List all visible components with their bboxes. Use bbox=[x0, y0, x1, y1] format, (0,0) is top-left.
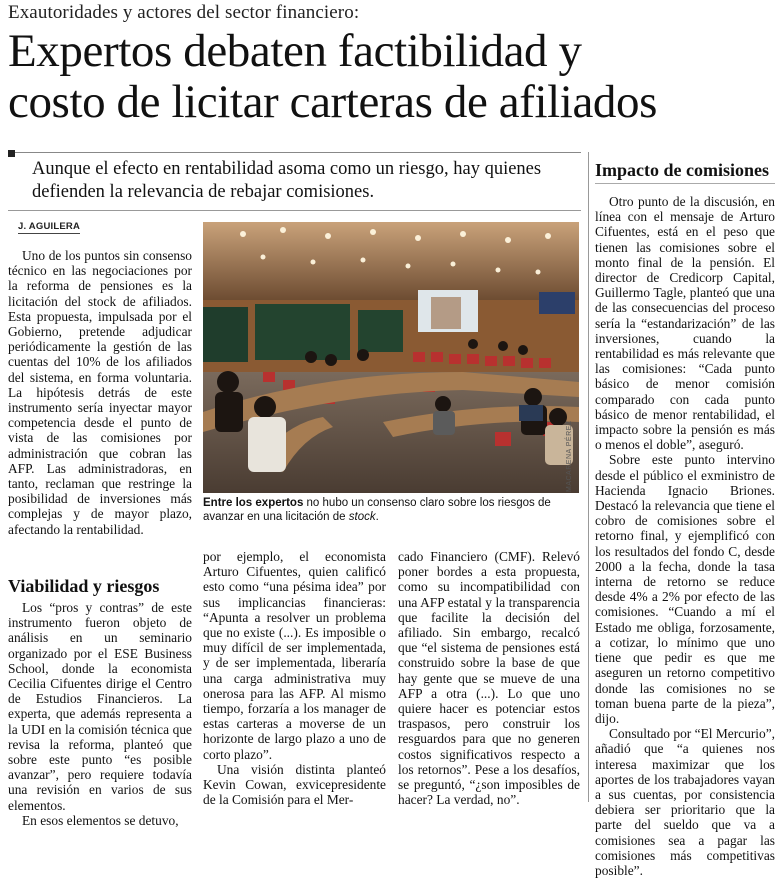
column-3 bbox=[398, 549, 580, 807]
photo-seminar bbox=[203, 222, 579, 493]
divider bbox=[8, 210, 581, 211]
paragraph: Sobre este punto intervino desde el público el exministro de Hacienda Ignacio Briones. Destacó la relevancia que tiene el cobro de comisiones sobre el retorno final, y ejemplificó con los resultados del fondo C, desde 2000 a la fecha, donde la tasa interna de retorno se reduce desde 4% a 2% por efecto de las comisiones. “Cuando a mí el Estado me obliga, forzosamente, a cotizar, lo mínimo que uno tiene que pedir es que me aseguren un retorno competitivo donde las comisiones no se toman buena parte de la pieza”, dijo. bbox=[595, 452, 775, 726]
subhead-viabilidad: Viabilidad y riesgos bbox=[8, 576, 160, 596]
paragraph: Los “pros y contras” de este instrumento fueron objeto de análisis en un seminario organizado por el ESE Business School, donde la economista Cecilia Cifuentes dirige el Centro de Estudios Financieros. La experta, que además representa a la UDI en la comisión técnica que revisa la reforma, planteó que sobre este punto “es posible avanzar”, pero requiere todavía una revisión en varios de sus elementos. bbox=[8, 600, 192, 813]
column-2 bbox=[203, 549, 386, 807]
photo-credit: MACARENA PÉREZ bbox=[566, 420, 573, 492]
headline-line-2: costo de licitar carteras de afiliados bbox=[8, 76, 658, 128]
divider bbox=[8, 152, 581, 153]
divider bbox=[595, 183, 775, 184]
paragraph: En esos elementos se detuvo, bbox=[22, 812, 179, 828]
byline: J. AGUILERA bbox=[18, 221, 81, 232]
deck: Aunque el efecto en rentabilidad asoma como un riesgo, hay quienes defienden la relevancia de rebajar comisiones. bbox=[32, 159, 542, 202]
column-1-cont bbox=[8, 600, 192, 828]
caption-bold: Entre los expertos bbox=[203, 497, 304, 509]
paragraph: Una visión distinta planteó Kevin Cowan, exvicepresidente de la Comisión para el Mer- bbox=[203, 761, 386, 808]
headline bbox=[8, 26, 778, 128]
column-divider bbox=[588, 152, 589, 802]
paragraph: cado Financiero (CMF). Relevó poner bordes a esta propuesta, como su incompatibilidad con una AFP estatal y la transparencia que facilite la decisión del afiliado. Sin embargo, recalcó que “el sistema de pensiones está construido sobre la base de que hay gente que se mueve de una AFP a otra (...). Lo que uno quiere hacer es potenciar estos traspasos, pero construir los resguardos para que no generen costos significativos respecto a los retornos”. Pese a los desafíos, se preguntó, “¿son imposibles de hacer? La verdad, no”. bbox=[398, 549, 580, 808]
column-4 bbox=[595, 194, 775, 878]
column-1 bbox=[8, 248, 192, 537]
subhead-impacto: Impacto de comisiones bbox=[595, 160, 769, 180]
paragraph: Consultado por “El Mercurio”, añadió que “a quienes nos interesa maximizar que los aportes de los trabajadores vayan a sus cuentas, por consistencia debiera ser prioritario que la parte del sueldo que va a comisiones sea a pagar las comisiones más competitivas posible”. bbox=[595, 726, 775, 878]
headline-line-1: Expertos debaten factibilidad y bbox=[8, 25, 582, 77]
photo-caption bbox=[203, 496, 579, 524]
paragraph: por ejemplo, el economista Arturo Cifuentes, quien calificó esto como “una pésima idea” por sus implicancias financieras: “Apunta a resolver un problema que no existe (...). Es imposible o muy difícil de ser implementada, y de ser implementada, liberaría una carga administrativa muy onerosa para las AFP. Al mismo tiempo, forzaría a los manager de estas carteras a moverse de un horizonte de largo plazo a uno de corto plazo”. bbox=[203, 549, 386, 762]
paragraph: Uno de los puntos sin consenso técnico en las negociaciones por la reforma de pensiones es la licitación del stock de afiliados. Esta propuesta, impulsada por el Gobierno, pretende adjudicar periódicamente la gestión de las cuentas del 10% de los afiliados del sistema, en forma voluntaria. La hipótesis detrás de este instrumento sería inyectar mayor competencia desde el punto de vista de las comisiones por administración que cobran las AFP. Las administradoras, en tanto, reclaman que restringe la posibilidad de inversiones más complejas y de mayor plazo, afectando la rentabilidad. bbox=[8, 248, 192, 537]
caption-italic: stock bbox=[348, 511, 376, 523]
caption-text: no hubo un consenso claro sobre los riesgos de avanzar en una licitación de bbox=[203, 497, 551, 523]
kicker: Exautoridades y actores del sector financiero: bbox=[8, 2, 360, 23]
paragraph: Otro punto de la discusión, en línea con el mensaje de Arturo Cifuentes, está en el peso que tienen las comisiones sobre el monto final de la pensión. El director de Credicorp Capital, Guillermo Tagle, planteó que una de las consecuencias del proceso sería la “estandarización” de las inversiones, cuando la rentabilidad es más relevante que las comisiones: “Cada punto básico de menor comisión comparado con cada punto básico de menor rentabilidad, el impacto sobre la pensión es más o menos el doble”, aseguró. bbox=[595, 194, 775, 453]
caption-end: . bbox=[375, 511, 379, 523]
bullet-square-icon bbox=[8, 150, 15, 157]
photo-illustration bbox=[203, 222, 579, 493]
